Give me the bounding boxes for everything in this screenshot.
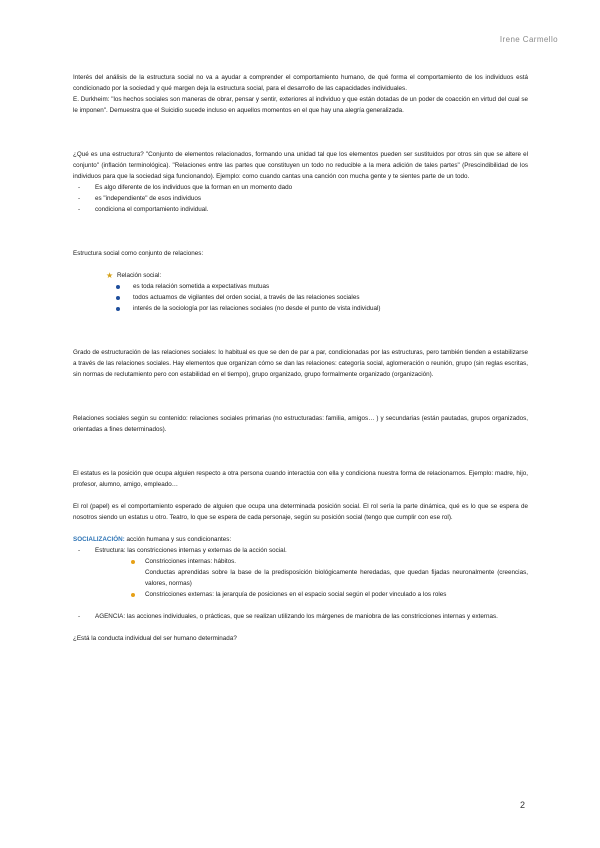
orange-dot-icon [131,593,135,597]
paragraph-relaciones-contenido: Relaciones sociales según su contenido: relaciones sociales primarias (no estructuradas: familia, amigos… ) y secundarias (están pautadas, grupos organizados, orientadas a fines determinados). [73,415,528,433]
list-item [73,270,528,281]
paragraph-grado: Grado de estructuración de las relaciones sociales: lo habitual es que se den de par a par, condicionadas por las estructuras, pero también tienden a estabilizarse a través de las relaciones sociales. Hay elementos que organizan cómo se dan las relaciones: categoría social, aglomeración o reunión, grupo (sin reglas escritas, sin normas de reclutamiento pero con estabilidad en el tiempo), grupo organizado, grupo formalmente organizado (organización). [73,349,528,378]
list-item: - AGENCIA: las acciones individuales, o prácticas, que se realizan utilizando los márgenes de maniobra de las constricciones internas y externas. [73,611,528,622]
agencia-list [73,611,528,622]
paragraph-estructura-social: Estructura social como conjunto de relaciones: [73,250,204,257]
constricciones-internas-detail: Conductas aprendidas sobre la base de la predisposición biológicamente heredadas, que quedan fijadas neuronalmente (creencias, valores, normas) [145,569,528,587]
page-content [73,72,528,644]
star-icon: ★ [106,271,114,280]
page-number: 2 [519,800,525,810]
list-item: - condiciona el comportamiento individual. [73,204,528,215]
list-item [73,303,528,314]
star-list [73,270,528,281]
blue-dot-icon [116,296,120,300]
blue-dot-icon [116,307,120,311]
orange-dot-icon [131,560,135,564]
paragraph-rol: El rol (papel) es el comportamiento esperado de alguien que ocupa una determinada posición social. El rol sería la parte dinámica, qué es lo que se espera de nosotros siendo un estatus u otro. Teatro, lo que se espera de cada personaje, según su posición social (tengo que cumplir con ese rol). [73,503,528,521]
constricciones-internas-label: Constricciones internas: hábitos. [145,558,237,565]
relacion-social-list [73,281,528,314]
list-item: - Es algo diferente de los individuos que la forman en un momento dado [73,182,528,193]
socializacion-line [73,534,528,545]
paragraph-interes: Interés del análisis de la estructura social no va a ayudar a comprender el comportamiento humano, de qué forma el comportamiento de los individuos está condicionado por la sociedad y qué margen deja la estructura social, para el desarrollo de las capacidades individuales. [73,74,528,92]
paragraph-estructura: ¿Qué es una estructura? "Conjunto de elementos relacionados, formando una unidad tal que los elementos pueden ser sustituidos por otros sin que se altere el conjunto" (inflación terminológica). "Relaciones entre las partes que constituyen un todo no reducible a la mera adición de tales partes" (Prescindibilidad de los individuos para que la sociedad siga funcionando). Ejemplo: como cuando cantas una canción con mucha gente y te sientes parte de un todo. [73,151,528,180]
blue-dot-icon [116,285,120,289]
list-item-text: interés de la sociología por las relaciones sociales (no desde el punto de vista individual) [133,305,381,312]
list-item [73,589,528,600]
list-item-text: es toda relación sometida a expectativas mutuas [133,283,270,290]
constricciones-list [73,556,528,600]
header-author: Irene Carmello [499,35,558,44]
list-item-text: todos actuamos de vigilantes del orden social, a través de las relaciones sociales [133,294,360,301]
estructura-item-list [73,545,528,556]
socializacion-rest: acción humana y sus condicionantes: [124,536,232,543]
closing-question: ¿Está la conducta individual del ser humano determinada? [73,635,237,642]
list-item [73,292,528,303]
constricciones-externas-label: Constricciones externas: la jerarquía de posiciones en el espacio social según el poder vinculado a los roles [145,591,447,598]
socializacion-heading: SOCIALIZACIÓN: [73,536,125,543]
star-item-label: Relación social: [117,272,162,279]
list-item: - Estructura: las constricciones internas y externas de la acción social. [73,545,528,556]
paragraph-estatus: El estatus es la posición que ocupa alguien respecto a otra persona cuando interactúa con ella y condiciona nuestra forma de relacionarnos. Ejemplo: madre, hijo, profesor, alumno, amigo, empleado… [73,470,528,488]
list-item [73,556,528,589]
list-item [73,281,528,292]
estructura-list [73,182,528,215]
list-item: - es "independiente" de esos individuos [73,193,528,204]
paragraph-durkheim: E. Durkheim: "los hechos sociales son maneras de obrar, pensar y sentir, exteriores al individuo y que están dotadas de un poder de coacción en virtud del cual se le imponen". Demuestra que el Suicidio sucede incluso en aquellos momentos en el que hay una alegría generalizada. [73,96,528,114]
